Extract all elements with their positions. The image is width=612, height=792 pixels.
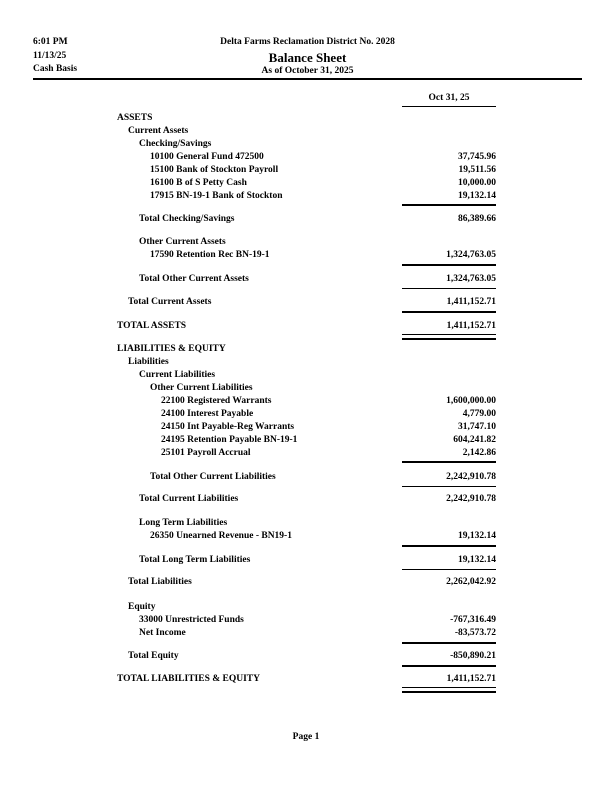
account-row (117, 164, 496, 177)
total-row (117, 471, 496, 484)
group-heading (117, 138, 496, 151)
row-amount: 1,324,763.05 (446, 250, 496, 260)
section-heading-assets (117, 112, 496, 125)
row-label: Total Liabilities (128, 577, 192, 587)
total-row (117, 493, 496, 506)
row-amount: 1,324,763.05 (446, 274, 496, 284)
row-amount: 19,132.14 (458, 531, 496, 541)
subtotal-rule (402, 311, 496, 313)
subtotal-rule (402, 569, 496, 570)
grand-total-row (117, 320, 496, 333)
total-row (117, 296, 496, 309)
row-label: 25101 Payroll Accrual (161, 448, 251, 458)
double-underline (402, 687, 496, 693)
subtotal-rule (402, 486, 496, 487)
row-label: Total Current Assets (128, 297, 212, 307)
row-amount: 2,242,910.78 (446, 494, 496, 504)
row-label: Other Current Liabilities (150, 383, 253, 393)
account-row (117, 530, 496, 543)
group-heading (117, 125, 496, 138)
row-label: Total Checking/Savings (139, 214, 235, 224)
header-divider (33, 78, 582, 80)
double-underline (402, 334, 496, 340)
total-row (117, 213, 496, 226)
account-row (117, 434, 496, 447)
row-label: 24100 Interest Payable (161, 409, 254, 419)
account-row (117, 614, 496, 627)
section-heading-liabilities-equity (117, 343, 496, 356)
subtotal-rule (402, 461, 496, 463)
account-row (117, 447, 496, 460)
report-as-of: As of October 31, 2025 (261, 65, 354, 76)
row-label: Net Income (139, 628, 186, 638)
row-label: Total Equity (128, 651, 179, 661)
row-label: Liabilities (128, 357, 169, 367)
row-amount: 19,132.14 (458, 555, 496, 565)
row-amount: 1,411,152.71 (446, 297, 496, 307)
account-row (117, 627, 496, 640)
group-heading (117, 382, 496, 395)
row-amount: 604,241.82 (453, 435, 496, 445)
row-amount: -850,890.21 (450, 651, 496, 661)
row-label: Total Long Term Liabilities (139, 555, 251, 565)
row-label: 24195 Retention Payable BN-19-1 (161, 435, 298, 445)
page-number: Page 1 (292, 732, 320, 742)
row-amount: 86,389.66 (458, 214, 496, 224)
subtotal-rule (402, 545, 496, 547)
column-header: Oct 31, 25 (402, 93, 496, 107)
row-amount: 1,411,152.71 (446, 321, 496, 331)
row-amount: -767,316.49 (450, 615, 496, 625)
report-header (33, 36, 582, 80)
account-row (117, 249, 496, 262)
row-label: Current Assets (128, 126, 189, 136)
subtotal-rule (402, 288, 496, 289)
account-row (117, 190, 496, 203)
row-amount: 19,132.14 (458, 191, 496, 201)
total-row (117, 576, 496, 589)
row-amount: 1,411,152.71 (446, 674, 496, 684)
total-row (117, 273, 496, 286)
row-amount: 10,000.00 (458, 178, 496, 188)
account-row (117, 408, 496, 421)
row-label: Total Current Liabilities (139, 494, 239, 504)
row-label: TOTAL ASSETS (117, 321, 187, 331)
account-row (117, 177, 496, 190)
row-amount: 19,511.56 (458, 165, 496, 175)
report-title-block (33, 36, 582, 78)
group-heading (117, 356, 496, 369)
row-label: Equity (128, 602, 156, 612)
row-label: 16100 B of S Petty Cash (150, 178, 247, 188)
subtotal-rule (402, 204, 496, 206)
row-label: Total Other Current Liabilities (150, 472, 276, 482)
group-heading (117, 236, 496, 249)
total-row (117, 554, 496, 567)
row-label: 24150 Int Payable-Reg Warrants (161, 422, 295, 432)
row-label: TOTAL LIABILITIES & EQUITY (117, 674, 260, 684)
row-label: 26350 Unearned Revenue - BN19-1 (150, 531, 292, 541)
row-label: Other Current Assets (139, 237, 226, 247)
row-amount: -83,573.72 (454, 628, 496, 638)
group-heading (117, 369, 496, 382)
row-label: ASSETS (117, 113, 153, 123)
subtotal-rule (402, 264, 496, 266)
row-amount: 31,747.10 (458, 422, 496, 432)
group-heading (117, 601, 496, 614)
row-amount: 4,779.00 (462, 409, 496, 419)
row-label: Total Other Current Assets (139, 274, 249, 284)
row-label: 10100 General Fund 472500 (150, 152, 264, 162)
row-amount: 2,142.86 (462, 448, 496, 458)
subtotal-rule (402, 642, 496, 644)
row-amount: 2,262,042.92 (446, 577, 496, 587)
row-amount: 37,745.96 (458, 152, 496, 162)
row-label: 15100 Bank of Stockton Payroll (150, 165, 279, 175)
report-time: 6:01 PM (33, 37, 68, 47)
row-label: Long Term Liabilities (139, 518, 228, 528)
row-label: 33000 Unrestricted Funds (139, 615, 244, 625)
row-label: Current Liabilities (139, 370, 216, 380)
report-title: Balance Sheet (268, 49, 347, 65)
total-row (117, 650, 496, 663)
report-basis: Cash Basis (33, 64, 78, 74)
account-row (117, 151, 496, 164)
row-label: 22100 Registered Warrants (161, 396, 272, 406)
account-row (117, 395, 496, 408)
company-name: Delta Farms Reclamation District No. 2028 (220, 37, 395, 47)
row-label: 17590 Retention Rec BN-19-1 (150, 250, 270, 260)
report-date: 11/13/25 (33, 50, 67, 61)
grand-total-row (117, 673, 496, 686)
row-amount: 2,242,910.78 (446, 472, 496, 482)
account-row (117, 421, 496, 434)
row-label: LIABILITIES & EQUITY (117, 344, 226, 354)
group-heading (117, 517, 496, 530)
row-label: 17915 BN-19-1 Bank of Stockton (150, 191, 283, 201)
subtotal-rule (402, 665, 496, 667)
row-label: Checking/Savings (139, 139, 212, 149)
row-amount: 1,600,000.00 (446, 396, 496, 406)
